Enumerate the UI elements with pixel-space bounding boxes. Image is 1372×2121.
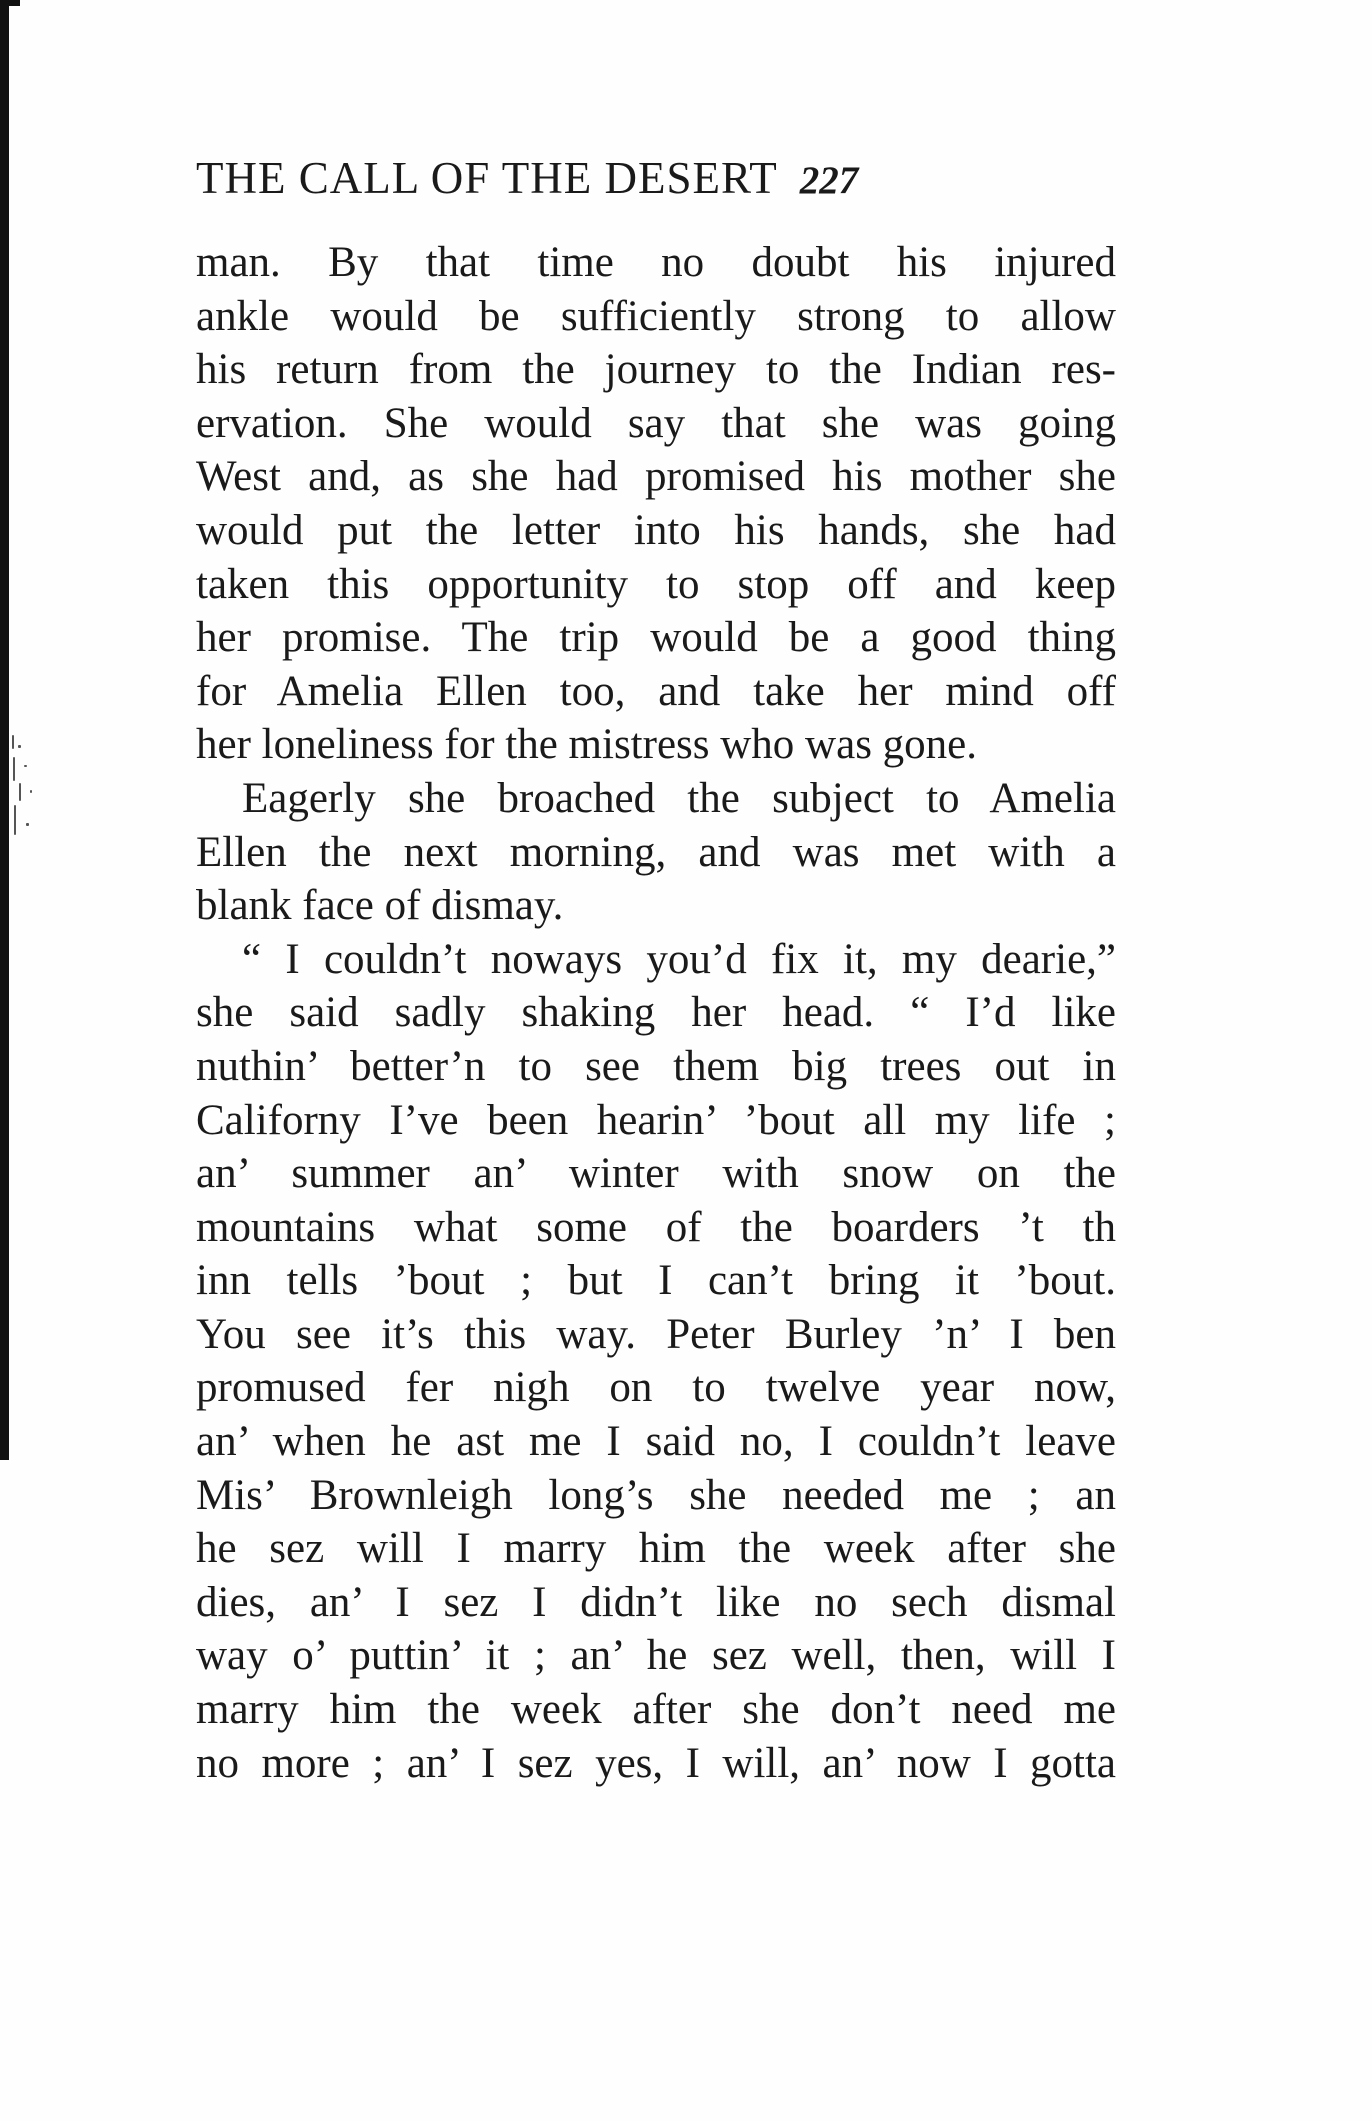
- text-line: nuthin’ better’n to see them big trees out in: [196, 1042, 1116, 1090]
- running-head-title: THE CALL OF THE DESERT: [196, 153, 778, 203]
- text-line: no more ; an’ I sez yes, I will, an’ now I gotta: [196, 1739, 1116, 1787]
- running-head: [196, 152, 1126, 212]
- text-line: Ellen the next morning, and was met with a: [196, 828, 1116, 876]
- text-line: her promise. The trip would be a good thing: [196, 614, 1116, 662]
- text-line: ankle would be sufficiently strong to allow: [196, 292, 1116, 340]
- margin-specks: [10, 735, 50, 850]
- text-line: an’ when he ast me I said no, I couldn’t leave: [196, 1418, 1116, 1466]
- speck: [26, 823, 29, 826]
- text-line: blank face of dismay.: [196, 882, 564, 930]
- text-line: ervation. She would say that she was going: [196, 399, 1116, 447]
- text-line: Eagerly she broached the subject to Amelia: [242, 774, 1116, 822]
- text-line: Mis’ Brownleigh long’s she needed me ; an: [196, 1471, 1116, 1519]
- text-line: would put the letter into his hands, she had: [196, 506, 1116, 554]
- text-line: her loneliness for the mistress who was gone.: [196, 721, 978, 769]
- text-line: way o’ puttin’ it ; an’ he sez well, then, will I: [196, 1632, 1116, 1680]
- text-line: he sez will I marry him the week after she: [196, 1525, 1116, 1573]
- body-text: [196, 236, 1116, 1790]
- text-line: You see it’s this way. Peter Burley ’n’ I ben: [196, 1310, 1116, 1358]
- text-line: marry him the week after she don’t need me: [196, 1686, 1116, 1734]
- page-number: 227: [799, 159, 859, 202]
- speck: [14, 805, 16, 835]
- text-line: taken this opportunity to stop off and keep: [196, 560, 1116, 608]
- speck: [30, 790, 32, 793]
- speck: [12, 735, 14, 749]
- speck: [13, 757, 15, 781]
- text-line: West and, as she had promised his mother she: [196, 453, 1116, 501]
- text-line: inn tells ’bout ; but I can’t bring it ’bout.: [196, 1257, 1116, 1305]
- text-line: an’ summer an’ winter with snow on the: [196, 1150, 1116, 1198]
- text-line: “ I couldn’t noways you’d fix it, my dearie,”: [242, 935, 1116, 983]
- speck: [18, 745, 21, 748]
- text-line: Californy I’ve been hearin’ ’bout all my life ;: [196, 1096, 1116, 1144]
- text-line: man. By that time no doubt his injured: [196, 239, 1116, 286]
- text-line: for Amelia Ellen too, and take her mind off: [196, 667, 1116, 715]
- speck: [24, 765, 27, 767]
- text-line: his return from the journey to the Indian res-: [196, 346, 1116, 394]
- text-line: dies, an’ I sez I didn’t like no sech dismal: [196, 1578, 1116, 1626]
- page-corner-mark: [0, 0, 20, 6]
- page-gutter-shadow: [0, 0, 9, 1460]
- speck: [19, 783, 21, 801]
- text-line: promused fer nigh on to twelve year now,: [196, 1364, 1116, 1412]
- text-line: mountains what some of the boarders ’t th: [196, 1203, 1116, 1251]
- text-line: she said sadly shaking her head. “ I’d like: [196, 989, 1116, 1037]
